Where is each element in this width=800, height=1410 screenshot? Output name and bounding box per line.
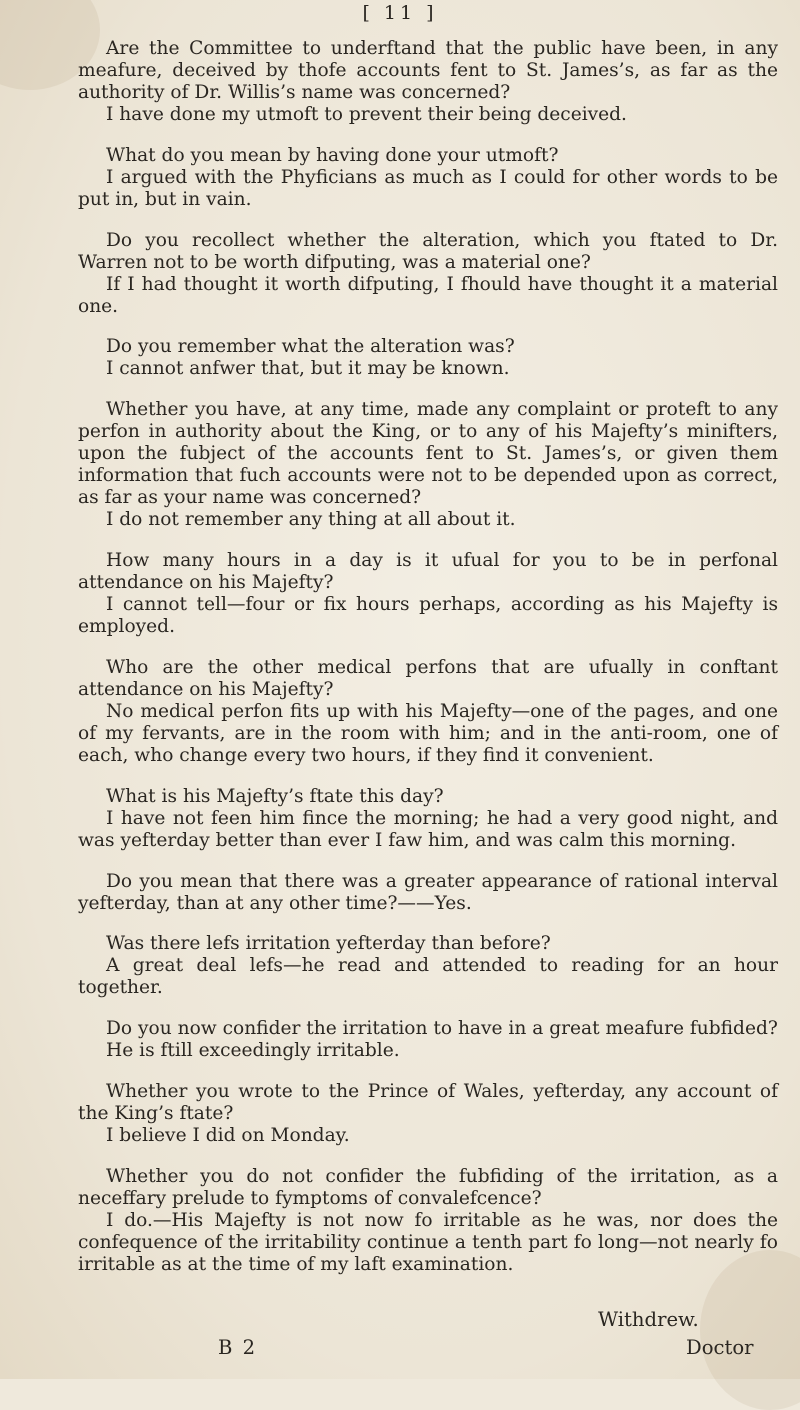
- answer: He is ftill exceedingly irritable.: [106, 1040, 400, 1062]
- qa-block: [78, 786, 778, 852]
- question: Whether you wrote to the Prince of Wales, yefterday, any account of the King’s ftate?: [78, 1081, 778, 1125]
- answer: I cannot tell—four or fix hours perhaps, according as his Majefty is employed.: [78, 594, 778, 637]
- qa-block: [78, 1018, 778, 1062]
- question: Do you mean that there was a greater appearance of rational interval yefterday, than at any other time?——Yes.: [78, 870, 778, 914]
- question: Was there lefs irritation yefterday than before?: [106, 933, 551, 955]
- question: What do you mean by having done your utmoft?: [106, 144, 559, 166]
- answer: No medical perfon fits up with his Majefty—one of the pages, and one of my fervants, are in the room with him; and in the anti-room, one of each, who change every two hours, if they find it convenient.: [78, 700, 778, 766]
- question: What is his Majefty’s ftate this day?: [106, 785, 444, 807]
- qa-block: [78, 871, 778, 915]
- qa-block: [78, 230, 778, 318]
- testimony-text: [78, 38, 778, 1295]
- catchword: Doctor: [686, 1336, 754, 1359]
- question: Do you remember what the alteration was?: [106, 336, 515, 358]
- answer: If I had thought it worth difputing, I fhould have thought it a material one.: [78, 273, 778, 317]
- qa-block: [78, 933, 778, 999]
- qa-block: [78, 550, 778, 638]
- question: Whether you do not confider the fubfiding of the irritation, as a neceffary prelude to fymptoms of convalefcence?: [78, 1166, 778, 1210]
- question: Who are the other medical perfons that are ufually in conftant attendance on his Majefty?: [78, 656, 778, 700]
- qa-block: [78, 336, 778, 380]
- answer: I argued with the Phyficians as much as I could for other words to be put in, but in vain.: [78, 166, 778, 210]
- withdrew-note: Withdrew.: [598, 1308, 699, 1331]
- question: Whether you have, at any time, made any complaint or proteft to any perfon in authority about the King, or to any of his Majefty’s minifters, upon the fubject of the accounts fent to St. James’s, or given them information that fuch accounts were not to be depended upon as correct, as far as your name was concerned?: [78, 399, 778, 509]
- answer: I have done my utmoft to prevent their being deceived.: [106, 103, 627, 125]
- answer: I do not remember any thing at all about it.: [106, 509, 516, 531]
- qa-block: [78, 399, 778, 531]
- page-footer: [0, 1308, 800, 1368]
- answer: I do.—His Majefty is not now fo irritable as he was, nor does the confequence of the irritability continue a tenth part fo long—not nearly fo irritable as at the time of my laft examination.: [78, 1209, 778, 1275]
- answer: A great deal lefs—he read and attended to reading for an hour together.: [78, 955, 778, 999]
- qa-block: [78, 145, 778, 211]
- answer: I cannot anfwer that, but it may be known.: [106, 358, 510, 380]
- qa-block: [78, 1166, 778, 1276]
- question: Are the Committee to underftand that the public have been, in any meafure, deceived by thofe accounts fent to St. James’s, as far as the authority of Dr. Willis’s name was concerned?: [78, 38, 778, 103]
- signature-mark: B 2: [218, 1336, 258, 1359]
- qa-block: [78, 38, 778, 126]
- answer: I have not feen him fince the morning; he had a very good night, and was yefterday better than ever I faw him, and was calm this morning.: [78, 807, 778, 851]
- question: Do you recollect whether the alteration, which you ftated to Dr. Warren not to be worth difputing, was a material one?: [78, 229, 778, 273]
- qa-block: [78, 657, 778, 767]
- question: Do you now confider the irritation to have in a great meafure fubfided?: [106, 1018, 778, 1040]
- page-number: [ 11 ]: [362, 2, 438, 24]
- qa-block: [78, 1081, 778, 1147]
- question: How many hours in a day is it ufual for you to be in perfonal attendance on his Majefty?: [78, 550, 778, 594]
- answer: I believe I did on Monday.: [106, 1125, 350, 1147]
